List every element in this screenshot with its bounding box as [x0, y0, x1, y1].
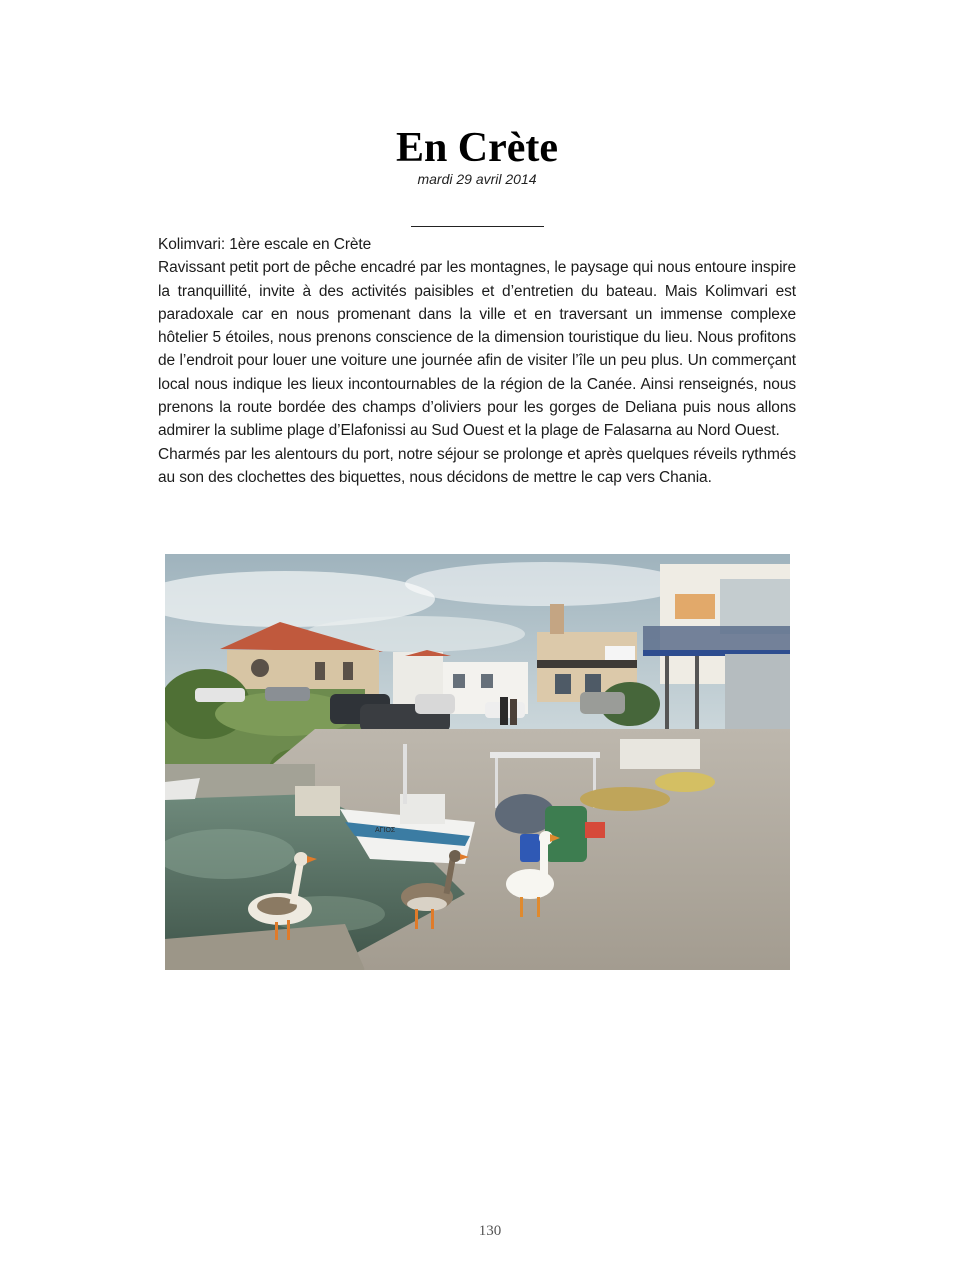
page-title: En Crète [395, 125, 559, 171]
article-heading: Kolimvari: 1ère escale en Crète [158, 236, 372, 253]
post-date: mardi 29 avril 2014 [417, 171, 537, 187]
page-number: 130 [478, 1223, 502, 1239]
title-divider [411, 226, 544, 227]
boat-name: ΑΓΙΟΣ [375, 827, 396, 834]
article-paragraph-2: Charmés par les alentours du port, notre séjour se prolonge et après quelques réveils rythmés au son des clochettes des biquettes, nous décidons de mettre le cap vers Chania. [158, 445, 796, 486]
harbor-photo [165, 554, 790, 970]
article-paragraph-1: Ravissant petit port de pêche encadré par les montagnes, le paysage qui nous entoure inspire la tranquillité, invite à des activités paisibles et d’entretien du bateau. Mais Kolimvari est paradoxale car en nous promenant dans la ville et en traversant un immense complexe hôtelier 5 étoiles, nous prenons conscience de la dimension touristique du lieu. Nous profitons de l’endroit pour louer une voiture une journée afin de visiter l’île un peu plus. Un commerçant local nous indique les lieux incontournables de la région de la Canée. Ainsi renseignés, nous prenons la route bordée des champs d’oliviers pour les gorges de Deliana puis nous allons admirer la sublime plage d’Elafonissi au Sud Ouest et la plage de Falasarna au Nord Ouest. [158, 259, 796, 440]
article-body [158, 233, 796, 489]
